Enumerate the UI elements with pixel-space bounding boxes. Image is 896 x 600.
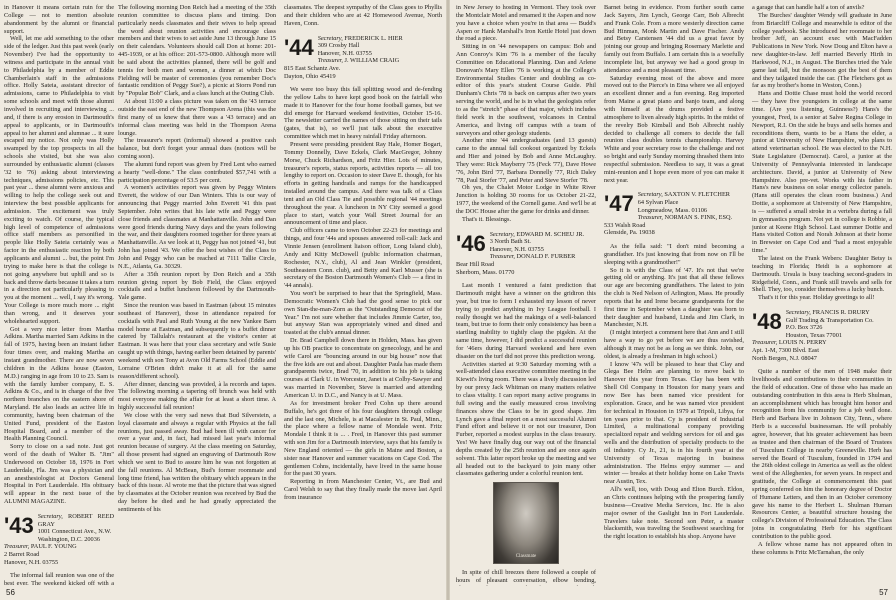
right-page-column-2 xyxy=(604,4,744,586)
secretary-label: Secretary, xyxy=(785,309,811,317)
paragraph: You won't be surprised to hear that the Springfield, Mass. Democratic Women's Club had the good sense to pick our own Stan-the-man-Zorn as the "Outstanding Democrat of the Year." I'm not sure whether that includes Jimmie Carter, too, but anyway Stan was appropriately wined and dined and toasted at the club's annual dinner. xyxy=(284,290,442,337)
secretary-label: Secretary, xyxy=(317,34,343,42)
secretary-name: ROBERT REED GRAY xyxy=(37,513,114,528)
secretary-label: Secretary, xyxy=(37,513,63,520)
paragraph: Another nine '44 undergraduates (and 13 guests) came to the annual fall cookout organized by Eckels and Hier and joined by Bob and Anne McLaughry. They were: Rick Mayberry '75 (Feck '77), Dave Howe '76, John Bird '77, Barbara Donnelly '77, Rich Daley '78, Paul Storfer '77, and Peter and Steve Storfer '78. xyxy=(456,137,596,184)
paragraph: (I might interject a comment here that Ann and I still have a way to go yet before we are thus ravished, although it may not be as long as we think. John, our oldest, is already a freshman in high school.) xyxy=(604,329,744,360)
right-page-column-1 xyxy=(456,4,596,586)
paragraph: Sorry to close on a sad note. Just got word of the death of Walter B. "Jim" Underwood on October 18, 1976 in Fort Lauderdale, Fla. Jim was a physician and an anesthesiologist at Doctors General Hospital in Fort Lauderdale. His obituary will appear in the next issue of the ALUMNI MAGAZINE. xyxy=(4,443,114,506)
right-page-column-3 xyxy=(752,4,892,586)
paragraph: Got a very nice letter from Martha Adkins. Martha married Sam Adkins in the fall of 1975, having been an instant father four times over, and making Martha an instant grandmother. There are now seven children in the Adkins house (Easton, M.D.) ranging in age from 10 to 23. Sam is with the family lumber company, E. S. Adkins & Co., and is in charge of the five northern branches on the eastern shore of Maryland. He also leads an active life in community, having been chairman of the United Fund, president of the Easton Hospital Board, and a member of the Health Planning Council. xyxy=(4,325,114,443)
treasurer-address: Bear Hill Road xyxy=(456,261,495,268)
left-page-column-3 xyxy=(284,4,442,586)
paragraph: Hans and Dottie Chase must hold the world record — they have five youngsters in college at the same time. (Are you listening, Guinness?) Hans's the youngest, Fred, is a senior at Salve Regina College in Newport, R.I. On the side he buys and sells homes and reconditions them, wants to be a Hans the elder, a junior at University of New Hampshire, who plans to attend veterinarian school. He was elected to the N.H. State Legislature (Democrat). Carol, a junior at the University of Pennsylvania interested in landscape architecture. David, a junior at University of New Hampshire. Also pre-vet. Works with his father in Hans's new business on solar energy collector panels. (Hans still operates the clean room business.) And Dottie, a sophomore at University of New Hampshire, is — suffered a small stroke in a vertebra during a fall in gymnastics program. Not yet in college is Robbie, a junior at Keene High School. Last summer Dottie and Hans visited Cotton and Norah Johnson at their home in Brewster on Cape Cod and "had a most enjoyable time." xyxy=(752,90,892,255)
treasurer-address: 2 Barret Road xyxy=(4,550,40,558)
class-header-44 xyxy=(284,35,442,81)
paragraph: Well, let me add something to the other side of the ledger. Just this past week (early November) I've had the opportunity to witness and participate in the annual visit to Philadelphia by a member of Eddie Chamberlain's staff in the admissions office. Holly Sateia, assistant director of admissions, came to Philadelphia to visit some schools and meet with those alumni involved in recruiting and interviewing ... and, if there is any erosion in Dartmouth's appeal to applicants, or in Dartmouth's appeal to her alumni and alumnae ... it sure escaped my notice. Not only was Holly swamped by the top prospects in all the schools she visited, but she was also surrounded by enthusiastic alumni (classes '32 to '76) asking about interviewing techniques, admissions policies, etc. This past year ... these alumni were anxious and willing to help the college seek out and interview the best possible applicants for admission. The excitement was truly exciting to watch. Of course, the typical high level of competence of admissions office staff members as personified in people like Holly Sateia certainly was a factor in the enthusiastic reaction by both applicants and alumni ... but, the point I'm trying to make here is that the college is not going anywhere but uphill and so is back and throw darts because it takes a turn in a direction not particularly pleasing to you at the moment ... well, I say it's wrong. Your College is more much more ... right than wrong, and it deserves your wholehearted support. xyxy=(4,35,114,325)
secretary-name: EDWARD M. SCHEU JR. xyxy=(516,230,585,238)
page-number-left: 56 xyxy=(6,588,15,597)
paragraph: As the fella said: "I don't mind becoming a grandfather. It's just knowing that from now on I'll be sleeping with a grandmother!" xyxy=(604,242,744,266)
paragraph: A women's activities report was given by Peggy Winters Everett, the widow of our Dan Winters. This is our way of announcing that Peggy married John Everett '41 this past September. John writes that his late wife and Peggy were close friends and classmates at Manhattanville. John and Dan were good friends during Navy days and the years following the war, and their daughters roomed together for three years at Manhattanville. As we look at it, Peggy has not joined '41, but John has joined '43. We offer the best wishes of the Class to John and Peggy who can be reached at 7111 Tallie Circle, N.E., Atlanta, Ga. 30329. xyxy=(118,184,276,270)
class-year: '46 xyxy=(456,230,486,256)
page-number-right: 57 xyxy=(879,588,888,597)
secretary-address: Longmeadow, Mass. 01106 xyxy=(637,206,708,214)
photo-caption: Classmate xyxy=(515,554,537,560)
secretary-name: FREDERICK L. HIER xyxy=(344,34,403,42)
secretary-label: Secretary, xyxy=(637,191,663,199)
paragraph: After a 35th reunion report by Don Reich and a 35th reunion giving report by Bob Field, the Class enjoyed cocktails and a buffet luncheon followed by the Dartmouth-Yale game. xyxy=(118,270,276,302)
treasurer-name: LOUIS N. PERRY xyxy=(778,339,827,347)
paragraph: As for investment broker Fred Cohn up there around Buffalo, he's got three of his four daughters through college and the last one, Michele, is at Macalester in St. Paul, Minn., the place where a fellow name of Mondale went. Fritz Mondale I think it is ... . Fred, in Hanover this past summer with son Jim for a Dartmouth interview, says that his family is New England oriented — the girls in Maine and Boston, a sister near Hanover and summer vacations on Cape Cod. The gentlemen Cohns, incidentally, have lived in the same house for the past 30 years. xyxy=(284,399,442,478)
class-year: '44 xyxy=(284,34,314,60)
paragraph: Present were presiding president Ray Hale, Homer Bogart, Tommy Donnelly, Dave Eckels, Clark MacGregor, Johnny Morse, Chuck Richardson, and Fritz Hier. Lots of minutes, treasurer's reports, status reports, activities reports — all too lengthy to report on. Occasion to steer Dave E. though, for his efforts in getting handrails and ramps for the handicapped installed around the campus. And there was talk of a Class tent and an Old Class Tie and possible regional '44 meetings throughout the year. A luncheon in NY City seemed a good place to start, watch your Wall Street Journal for an announcement of time and place. xyxy=(284,141,442,227)
paragraph: I know '47s will be pleased to hear that Clay and Glega Bee Helm are planning to move back to Hanover this year from Texas. Clay has been with Shell Oil Company in Houston for many years and now Bee has been named vice president for exploration. Grace, and he was named vice president for technical in Houston in 1979 at Tripoli, Libya, for ten years prior to that. Cy is president of Industrial Limited, a multinational company providing specialized repair and welding services for oil and gas wells and the distribution of specialty products to the oil industry. Cy Jr., 21, is in his fourth year at the University of Texas majoring in business administration. The Helms enjoy summer — and winter — breaks at their holiday home on Lake Travis near Austin, Tex. xyxy=(604,360,744,486)
treasurer-address: Apt. 1-M, 7300 Blvd. East xyxy=(752,347,819,355)
treasurer-label: Treasurer, xyxy=(4,543,30,551)
secretary-name: SAXTON V. FLETCHER xyxy=(664,191,731,199)
treasurer-label: Treasurer, xyxy=(637,214,663,222)
paragraph: The following morning Don Reich had a meeting of the 35th reunion committee to discuss plans and timing. Don particularly needs classmates and their wives to help spread the word about reunion activities and encourage class members and their wives to set aside June 13 through June 15 on their calendars. Volunteers should call Don at home: 201-445-1939, or at his office: 201-573-0800. Although more will be said about the activities planned, there will be golf and tennis for both men and women, a dinner at which Doc Fielding will be master of ceremonies (you remember Doc's fantastic rendition of Peggy Sue?), a picnic at Storrs Pond run by "Popular Bob" Clark, and a class lunch at the Outing Club. xyxy=(118,4,276,98)
class-year: '48 xyxy=(752,309,782,335)
class-header-43 xyxy=(4,513,114,566)
left-page-column-2 xyxy=(118,4,276,586)
secretary-address: Gulf Trading & Transportation Co. xyxy=(785,316,874,324)
paragraph: The informal fall reunion was one of the best ever. The weekend kicked off with a xyxy=(4,572,114,586)
paragraph: Barnet being in evidence. From further south came Jack Sayers, Jim Lynch, George Carr, Bob Albrecht and Frank Cole. From a more westerly direction came Bud Hinman, Monk Martin and Dave Fischer. Andy and Betsy Carstensen '44 did us a great favor by joining our group and bringing Rosemary Marlette and family out from Buffalo. I am certain this is a woefully incomplete list, but anyway we had a good group in attendance and a most pleasant time. xyxy=(604,4,744,74)
paragraph: A fellow whose name has not appeared often in these columns is Fritz McTarnahan, the only xyxy=(752,540,892,556)
class-year: '43 xyxy=(4,513,34,538)
secretary-label: Secretary, xyxy=(489,230,515,238)
secretary-address: Hanover, N.H. 03755 xyxy=(317,49,372,57)
paragraph: Reporting in from Manchester Center, Vt., are Bud and Carol Welsh to say that they finally made the move last April from insurance xyxy=(284,478,442,501)
paragraph: in New Jersey to hosting in Vermont. They took over the Montclair Motel and renamed it the Aspen and now you have a choice when you're in that area — Budd's Aspen or Hank Marshall's Iron Kettle Hotel just down the road a piece. xyxy=(456,4,596,43)
paragraph: classmates. The deepest sympathy of the Class goes to Phyllis and their children who are at 42 Homewood Avenue, North Haven, Conn. xyxy=(284,4,442,27)
paragraph: Last month I ventured a faint prediction that Dartmouth might have a winner on the gridiron this year, but true to form I exhausted my lesson of never trying to predict anything in Ivy League football. I really thought we had the makings of a well-balanced team, but true to form their only consistency has been a startling inability to tightly clasp the pigskin. At the same time, however, I did predict a successful reunion for '46ers during Harvard weekend and here even disaster on the turf did not prove this prediction wrong. xyxy=(456,282,596,360)
secretary-name: FRANCIS R. DRURY xyxy=(812,309,870,317)
paragraph: We close with the very sad news that Bud Silverstein, a loyal classmate and always a regular with Physics at the fall reunions, just passed away. Bud had been ill with cancer for over a year and, in fact, had missed last year's informal reunion because of surgery. At the class meeting on Saturday, all those present had signed an engraving of Dartmouth Row which we sent to Bud to assure him he was not forgotten at the fall reunions. Al McBean, Bud's former roommate and long time friend, has written the obituary which appears in the back of this issue. Al wrote me that the picture that was signed by classmates at the October reunion was received by Bud the day before he died and he had greatly appreciated the sentiments of his xyxy=(118,411,276,513)
classmate-photo xyxy=(493,482,559,564)
paragraph: Saturday evening most of the above and more moved out to the Pierce's in Etna where we all enjoyed an excellent dinner and a fun evening. Reg imported from Maine a great piano and banjo team, and along with himself at the drums provided a festive atmosphere to liven already high spirits. In the midst of the revelry Bob Kimball and Bob Albrecht rashly decided to challenge all comers to decide the fall reunion class doubles tennis championship. Harvey White and your secretary rose to the challenge and not so bright and early Sunday morning thrashed them into respectful submission. Needless to say, it was a great mini-reunion and I hope even more of you can make it next year. xyxy=(604,74,744,184)
paragraph: Sitting in on '44 newspapers on campus: Bob and Ann Conroy's Kim '76 is a member of the faculty Committee on Educational Planning. Dan and Arlene Donovan's Mary Ellen '76 is working at the College's Environmental Studies Center and doubling as co-editor of this year's student Course Guide. Phil Dunham's Chris '78 is back on campus after two years serving the world, and he is in what the geologists refer to as the "stretch" phase of that major, which includes field work in the southwest, volcanoes in Central America, and living off campus with a team of surveyors and other geology students. xyxy=(456,43,596,137)
secretary-address: Washington, D.C. 20036 xyxy=(37,535,100,543)
secretary-address: Hanover, N.H. 03755 xyxy=(489,245,544,253)
secretary-address: P.O. Box 3726 xyxy=(785,324,823,332)
treasurer-address: 533 Walsh Road xyxy=(604,221,646,229)
paragraph: All's well, too, with Doug and Elton Burch. Eldon, an Chris continues helping with the prospering family business—Creative Media Services, Inc. He is also major owner of the Gaslight Inn in Fort Lauderdale. Travelers take note. Second son Peter, a master blacksmith, was traveling the Southwest searching for the right location to establish his shop. Anyone have xyxy=(604,486,744,541)
paragraph: Activities started at 9:30 Saturday morning with a well-attended class executive committee meeting in the Kiewit's living room. There was a lively discussion led by our prexy Jack Whitman on many matters relative to class vitality. I can report many active programs in full swing and the easily measured cross involving finances show the Class to be in good shape. Jim Lynch gave a final report on a most successful Alumni Fund effort and believe it or not our treasurer, Don Furber, reported a modest surplus in the class treasury. Yes! We have finally dug our way out of the financial depths created by the 25th reunion and are once again solvent. This latter report broke up the meeting and we all headed out to the backyard to join many other classmates gathering under a colorful reunion tent. xyxy=(456,360,596,478)
treasurer-address: North Bergen, N.J. 08047 xyxy=(752,354,817,362)
treasurer-label: Treasurer, xyxy=(489,253,515,261)
treasurer-name: DONALD F. FURBER xyxy=(516,253,576,261)
class-header-47 xyxy=(604,191,744,237)
paragraph: in Hanover it means certain ruin for the College — not to mention absolute abandonment by the alumni or financial support. xyxy=(4,4,114,35)
class-header-46 xyxy=(456,231,596,277)
paragraph: After dinner, dancing was provided, à la records and tapes. The following morning a tapering off brunch was held with most everyone making the affair for at least a short time. A highly successful fall reunion! xyxy=(118,380,276,412)
treasurer-address: 815 East Schantz Ave. xyxy=(284,64,341,72)
page-gutter xyxy=(446,0,450,600)
secretary-address: 64 Sylvan Place xyxy=(637,199,679,206)
treasurer-address: Hanover, N.H. 03755 xyxy=(4,558,59,566)
secretary-address: 1001 Connecticut Ave., N.W. xyxy=(37,528,112,536)
treasurer-label: Treasurer, xyxy=(752,339,778,347)
paragraph: That's it. Blessings. xyxy=(462,215,512,223)
treasurer-name: J. WILLIAM CRAIG xyxy=(344,57,400,65)
paragraph: Since the reunion was based in Eastman (about 15 minutes southeast of Hanover), those in attendance repaired for cocktails with Paul and Ruth Young at the new Yankee Barn model home at Eastman, and subsequently to a buffet dinner catered by Tallulah's restaurant at the visitor's center at Eastman. It was here that your class secretary and wife Susie caught up with things, having earlier been detained by parents' weekend with son Tony at Avon Old Farms School (Eddie and Lorraine O'Brien didn't make it at all for the same reason/different school). xyxy=(118,302,276,380)
treasurer-address: Sherborn, Mass. 01770 xyxy=(456,268,515,276)
secretary-address: 309 Crosby Hall xyxy=(317,42,360,50)
treasurer-address: Glenside, Pa. 19038 xyxy=(604,229,655,237)
paragraph: Oh yes, the Chalet Motor Lodge in White River Junction is holding 30 rooms for us October 21-22, 1977, the weekend of the Cornell game. And we'll be at the DOC House after the game for drinks and dinner. xyxy=(456,184,596,215)
treasurer-name: NORMAN S. FINK, ESQ. xyxy=(664,214,733,222)
treasurer-label: Treasurer, xyxy=(317,57,343,65)
secretary-address: Houston, Texas 77001 xyxy=(785,331,842,339)
paragraph: Club officers came to town October 22-23 for meetings and things, and four '44s and spouses answered roll-call: Jack and Vinnie Jensen (enrollment liaison officer, Long Island club), Andy and Kitty McDowell (public information chairman, Rochester, N.Y., club), Al and Jean Winkler (president, Southeastern Conn. club), and Betty and Karl Musser (she is secretary of the Boston Dartmouth Women's Club — a first in '44 annals). xyxy=(284,227,442,290)
paragraph: The latest on the Frank Webers: Daughter Betsy is teaching in Florida; Heidi is a sophomore at Dartmouth. Ursula is busy teaching second-graders in Ridgefield, Conn., and Frank still travels and sells for Shell. They, too, consider themselves a lucky bunch. xyxy=(752,255,892,294)
paragraph: The Burches' daughter Wendy will graduate in June from Briarcliff College and meanwhile is editor of the college yearbook. She introduced her roommate to her brother Jeff, an account exec with MacFadden Publications in New York. Now Doug and Elton have a new daughter-in-law. Jeff married Beverly Hirth in Harkwood, N.J., in August. The Burches tried the Yale game last fall, but the monsoon got the best of them and they tailgated inside the car. (The Fletchers got as far as my brother's home in Weston, Conn.) xyxy=(752,11,892,90)
paragraph: Quite a number of the men of 1948 make their livelihoods and contributions to their communities in the field of education. One of those who has made an outstanding contribution in this area is Herb Shulman, an accomplishment which has brought him honor and recognition from his community for a job well done. Herb and Barbara live in Johnson City, Tenn., where Herb is a successful businessman. He will probably agree, however, that his greater achievement has been as trustee and then chairman of the Board of Trustees of Tusculum College in nearby Greeneville. Herb has served the Board of Tusculum, founded in 1794 and the 26th oldest college in America as well as the oldest west of the Alleghenies, for seven years. In respect and gratitude, the College at commencement this past spring conferred on him the honorary degree of Doctor of Humane Letters, and then in an October ceremony gave his name to the Herbert L. Shulman Human Resources Center, a beautiful structure housing the college's Division of Professional Education. The Class joins in congratulating Herb for his significant contribution to the public good. xyxy=(752,368,892,540)
paragraph: In spite of chill breezes there followed a couple of hours of pleasant conversation, elbow bending, xyxy=(456,569,596,585)
left-page-column-1 xyxy=(4,4,114,586)
paragraph: a garage that can handle half a ton of anvils? xyxy=(752,4,865,11)
paragraph: Dr. Brad Campbell down there in Holden, Mass. has given up his OB practice to concentrate on gynecology, and he and wife Carol are "bouncing around in our big house" now that the five kids are out and about. Daughter Paula has made them grandparents twice, Brad '70, in addition to his job is taking courses at Clark U. in Worcester, Janet is at Colby-Sawyer and was married in November, Steve is married and attending American U. in D.C., and Nancy is at U. Mass. xyxy=(284,337,442,399)
paragraph: So it is with the Class of '47. It's not that we're getting old or anything. It's just that all these fellows our age are becoming grandfathers. The latest to join the club is Ned Nelson of Arlington, Mass. He proudly reports that he and Irene became grandparents for the first time in September when a daughter was born to their daughter and husband, Linda and Jim Clark, in Manchester, N.H. xyxy=(604,266,744,329)
class-header-48 xyxy=(752,309,892,362)
paragraph: The alumni fund report was given by Fred Lent who earned a hearty "well-done." The class contributed $57,741 with a participation percentage of 53.5 per cent. xyxy=(118,160,276,184)
paragraph: The treasurer's report (informal) showed a positive cash balance, but don't forget your annual dues (notices will be coming soon). xyxy=(118,137,276,161)
treasurer-address: Dayton, Ohio 45419 xyxy=(284,72,336,80)
paragraph: We were too busy this fall splitting wood and de-fending the yellow Labs to have kept good book on the fairfall who made it to Hanover for the four home football games, but we did emerge for Harvard weekend festivities, October 15-16. The newsletter carried the names of those sitting on their tails (gates, that is), so we'll just talk about the executive committee which met in heavy rainfall Friday afternoon. xyxy=(284,86,442,141)
treasurer-name: PAUL F. YOUNG xyxy=(30,543,77,551)
paragraph: At about 11:00 a class picture was taken on the '43 terrace outside the east end of the new Thompson Arena (this was the first many of us knew that there was a '43 terrace) and an informal class meeting was held in the Thompson Arena lounge. xyxy=(118,98,276,137)
paragraph: That's it for this year. Holiday greetings to all! xyxy=(758,294,875,302)
secretary-address: 3 North Bath St. xyxy=(489,238,531,246)
class-year: '47 xyxy=(604,191,634,217)
